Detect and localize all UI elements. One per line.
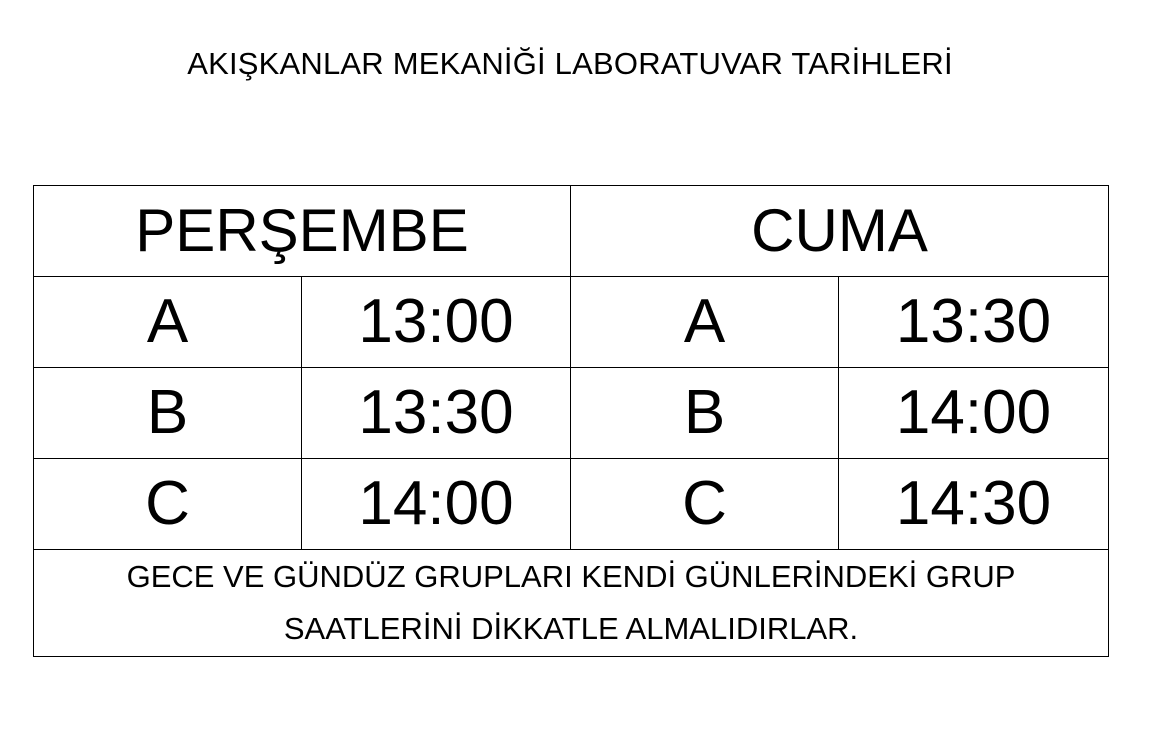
footer-note-line-2: SAATLERİNİ DİKKATLE ALMALIDIRLAR. — [283, 611, 859, 646]
thursday-group-cell: A — [34, 277, 302, 368]
thursday-time-cell: 14:00 — [302, 459, 571, 550]
schedule-table — [33, 185, 1109, 657]
table-row — [34, 277, 1109, 368]
friday-time-cell: 13:30 — [839, 277, 1109, 368]
day-header-row — [34, 186, 1109, 277]
thursday-group-cell: B — [34, 368, 302, 459]
friday-group-cell: C — [571, 459, 839, 550]
day-header-friday: CUMA — [571, 186, 1109, 277]
friday-group-cell: B — [571, 368, 839, 459]
note-row — [34, 550, 1109, 657]
table-row — [34, 459, 1109, 550]
friday-time-cell: 14:30 — [839, 459, 1109, 550]
thursday-group-cell: C — [34, 459, 302, 550]
footer-note-line-1: GECE VE GÜNDÜZ GRUPLARI KENDİ GÜNLERİNDEKİ GRUP — [126, 559, 1016, 594]
footer-note — [34, 550, 1109, 657]
page-title: AKIŞKANLAR MEKANİĞİ LABORATUVAR TARİHLERİ — [187, 46, 953, 81]
friday-time-cell: 14:00 — [839, 368, 1109, 459]
thursday-time-cell: 13:00 — [302, 277, 571, 368]
table-row — [34, 368, 1109, 459]
friday-group-cell: A — [571, 277, 839, 368]
day-header-thursday: PERŞEMBE — [34, 186, 571, 277]
thursday-time-cell: 13:30 — [302, 368, 571, 459]
